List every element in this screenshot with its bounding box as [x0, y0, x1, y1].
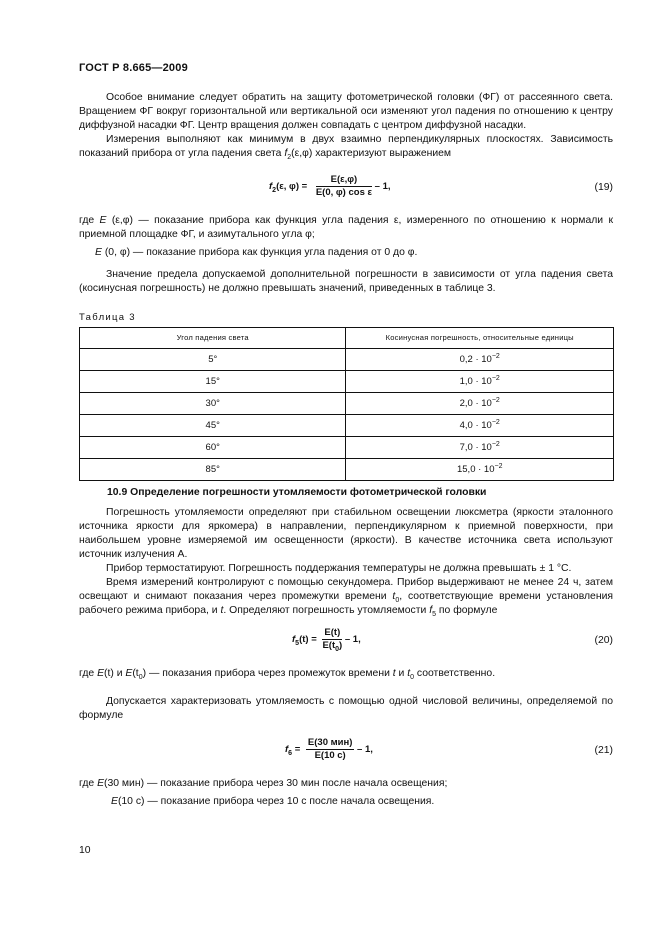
cell-angle: 5° — [80, 349, 346, 371]
cell-error-base: 1,0 · 10 — [459, 375, 492, 387]
eq20-den-main: E(t — [322, 640, 336, 651]
cell-error-exp: −2 — [491, 440, 500, 448]
body-paragraph-1: Погрешность утомляемости определяют при стабильном освещении люксметра (яркости эталонного источника яркости для яркомера) в направлении, перпендикулярном к приемной поверхности, при наибольшем уровне измеряемой им освещенности (яркости). В качестве источника света используют источник излучения А. — [79, 507, 613, 560]
table-caption: Таблица 3 — [79, 312, 136, 323]
where-20-b-end: ) — [142, 668, 147, 679]
paragraph-cosine-error: Значение предела допускаемой дополнительной погрешности в зависимости от угла падения света (косинусная погрешность) не должно превышать значений, приведенных в таблице 3. — [79, 269, 613, 294]
equation-19-formula — [269, 174, 391, 199]
table-row — [80, 349, 614, 371]
where-20-b-arg: (t — [132, 668, 139, 679]
table-row — [80, 459, 614, 481]
eq20-fraction — [322, 627, 342, 652]
intro-p2-text: Измерения выполняют как минимум в двух взаимно перпендикулярных плоскостях. Зависимость показаний прибора от угла падения света — [79, 134, 613, 159]
where-19-e0-symbol: E — [95, 247, 102, 258]
t-symbol: t — [220, 605, 224, 616]
f5-symbol: f — [429, 605, 433, 616]
where-19-item-2 — [79, 246, 613, 260]
where-21-e10-arg: (10 с) — [117, 796, 145, 807]
eq21-eq: = — [292, 743, 301, 755]
where-20-text: — показания прибора через промежуток времени — [146, 668, 393, 679]
t0-sub: 0 — [395, 597, 400, 605]
cell-error-exp: −2 — [491, 396, 500, 404]
eq19-lhs-sub: 2 — [272, 186, 277, 194]
eq20-den-sub: 0 — [335, 645, 340, 653]
intro-block — [79, 91, 613, 161]
cell-error — [346, 371, 614, 393]
cell-error-base: 15,0 · 10 — [456, 463, 495, 475]
body-paragraph-3 — [79, 576, 613, 618]
f5-sub: 5 — [432, 611, 437, 619]
cell-error-exp: −2 — [494, 462, 503, 470]
cell-angle: 45° — [80, 415, 346, 437]
table-row — [80, 371, 614, 393]
equation-21-number: (21) — [594, 745, 613, 756]
where-20-a-arg: (t) — [104, 668, 114, 679]
f2-symbol: f — [284, 148, 288, 159]
eq20-den-end: ) — [339, 640, 343, 651]
page-number: 10 — [79, 845, 91, 856]
cell-error-exp: −2 — [491, 374, 500, 382]
cell-error — [346, 437, 614, 459]
cell-angle: 30° — [80, 393, 346, 415]
t0-symbol: t — [392, 591, 396, 602]
equation-21 — [79, 737, 613, 765]
where-20-lead: где — [79, 668, 98, 679]
equation-20-number: (20) — [594, 635, 613, 646]
where-20-end: соответственно. — [414, 668, 496, 679]
eq21-tail: – 1, — [357, 743, 373, 755]
eq19-lhs-arg: (ε, φ) = — [276, 180, 308, 192]
body-p3-c: . Определяют погрешность утомляемости — [223, 605, 430, 616]
intro-p2-tail: характеризуют выражением — [312, 148, 452, 159]
eq19-fraction — [316, 174, 372, 199]
body-paragraph-2: Прибор термостатируют. Погрешность поддержания температуры не должна превышать ± 1 °С. — [106, 563, 572, 574]
cell-angle: 15° — [80, 371, 346, 393]
table-row — [80, 415, 614, 437]
paragraph-single-value: Допускается характеризовать утомляемость с помощью одной числовой величины, определяемой по формуле — [79, 696, 613, 721]
equation-20 — [79, 627, 613, 655]
cell-error-exp: −2 — [491, 352, 500, 360]
cell-error-base: 0,2 · 10 — [459, 353, 492, 365]
cell-error-exp: −2 — [491, 418, 500, 426]
body-p3-b: , соответствующие времени установления рабочего режима прибора, и — [79, 591, 614, 616]
cell-error-base: 4,0 · 10 — [459, 419, 492, 431]
equation-21-formula — [285, 737, 373, 762]
where-21-text-1: — показание прибора через 30 мин после начала освещения; — [144, 778, 448, 789]
section-title: 10.9 Определение погрешности утомляемости фотометрической головки — [107, 487, 487, 498]
header-angle: Угол падения света — [80, 328, 346, 349]
eq21-fraction — [306, 737, 354, 762]
where-21-lead: где — [79, 778, 98, 789]
equation-19-number: (19) — [594, 182, 613, 193]
where-19 — [79, 214, 613, 260]
where-21-e30: E — [97, 778, 104, 789]
eq21-lhs-sub: 6 — [288, 749, 293, 757]
cell-error — [346, 349, 614, 371]
where-21 — [79, 777, 613, 809]
eq19-lhs: f — [269, 180, 273, 192]
cell-angle: 60° — [80, 437, 346, 459]
where-19-e-symbol: E — [99, 215, 107, 226]
header-cosine-error: Косинусная погрешность, относительные единицы — [346, 328, 614, 349]
cell-angle: 85° — [80, 459, 346, 481]
section-body — [79, 506, 613, 618]
eq21-lhs: f — [285, 743, 289, 755]
where-21-e10: E — [111, 796, 118, 807]
where-21-item-2 — [79, 795, 613, 809]
where-19-e0-arg: (0, φ) — [101, 247, 131, 258]
where-20-a: E — [97, 668, 104, 679]
where-21-item-1 — [79, 777, 613, 791]
where-20-and2: и — [395, 668, 408, 679]
where-19-item-1 — [79, 214, 613, 242]
body-p3-d: по формуле — [436, 605, 498, 616]
where-19-e-arg: (ε,φ) — [106, 215, 134, 226]
table-3 — [79, 327, 614, 481]
eq20-lhs-sub: 5 — [295, 639, 300, 647]
eq21-denominator: E(10 с) — [314, 750, 346, 761]
where-19-text-2: — показание прибора как функция угла падения от 0 до φ. — [130, 247, 418, 258]
intro-paragraph-1: Особое внимание следует обратить на защиту фотометрической головки (ФГ) от рассеянного света. Вращением ФГ вокруг горизонтальной или вертикальной оси изменяют угол падения по отношению к центру диффузной насадки ФГ. Центр вращения должен совпадать с центром диффузной насадки. — [79, 92, 613, 131]
where-21-text-2: — показание прибора через 10 с после начала освещения. — [144, 796, 435, 807]
standard-header: ГОСТ Р 8.665—2009 — [79, 62, 188, 74]
cell-error-base: 2,0 · 10 — [459, 397, 492, 409]
intro-paragraph-2 — [79, 133, 613, 161]
cell-error-base: 7,0 · 10 — [459, 441, 492, 453]
f2-arg: (ε,φ) — [291, 148, 313, 159]
table-header-row — [80, 328, 614, 349]
eq19-numerator: E(ε,φ) — [316, 174, 372, 187]
cell-error — [346, 459, 614, 481]
eq19-denominator: E(0, φ) cos ε — [315, 187, 373, 198]
eq20-tail: – 1, — [344, 633, 361, 645]
where-20-t0: t — [407, 668, 411, 679]
equation-20-formula — [292, 627, 361, 652]
eq20-numerator: E(t) — [324, 627, 341, 638]
where-20-t0-sub: 0 — [410, 674, 415, 682]
eq20-denominator — [322, 640, 342, 652]
body-p3-a: Время измерений контролируют с помощью секундомера. Прибор выдерживают не менее 24 ч, затем освещают и снимают показания через промежутки времени — [79, 577, 613, 602]
where-20-t: t — [392, 668, 396, 679]
eq20-lhs-arg: (t) = — [299, 633, 317, 645]
where-19-lead: где — [79, 215, 100, 226]
where-21-e30-arg: (30 мин) — [104, 778, 145, 789]
eq20-lhs: f — [292, 633, 296, 645]
where-20-b: E — [125, 668, 133, 679]
where-20-b-sub: 0 — [138, 674, 143, 682]
f2-sub: 2 — [287, 154, 292, 162]
equation-19 — [79, 174, 613, 202]
eq21-numerator: E(30 мин) — [307, 737, 353, 748]
where-20 — [79, 667, 613, 681]
cell-error — [346, 393, 614, 415]
cell-error — [346, 415, 614, 437]
table-row — [80, 393, 614, 415]
table-row — [80, 437, 614, 459]
where-20-and: и — [113, 668, 126, 679]
where-19-text-1: — показание прибора как функция угла падения ε, измеренного по отношению к нормали к приемной площадке ФГ, и азимутального угла φ; — [79, 215, 614, 240]
eq19-tail: – 1, — [374, 180, 391, 192]
